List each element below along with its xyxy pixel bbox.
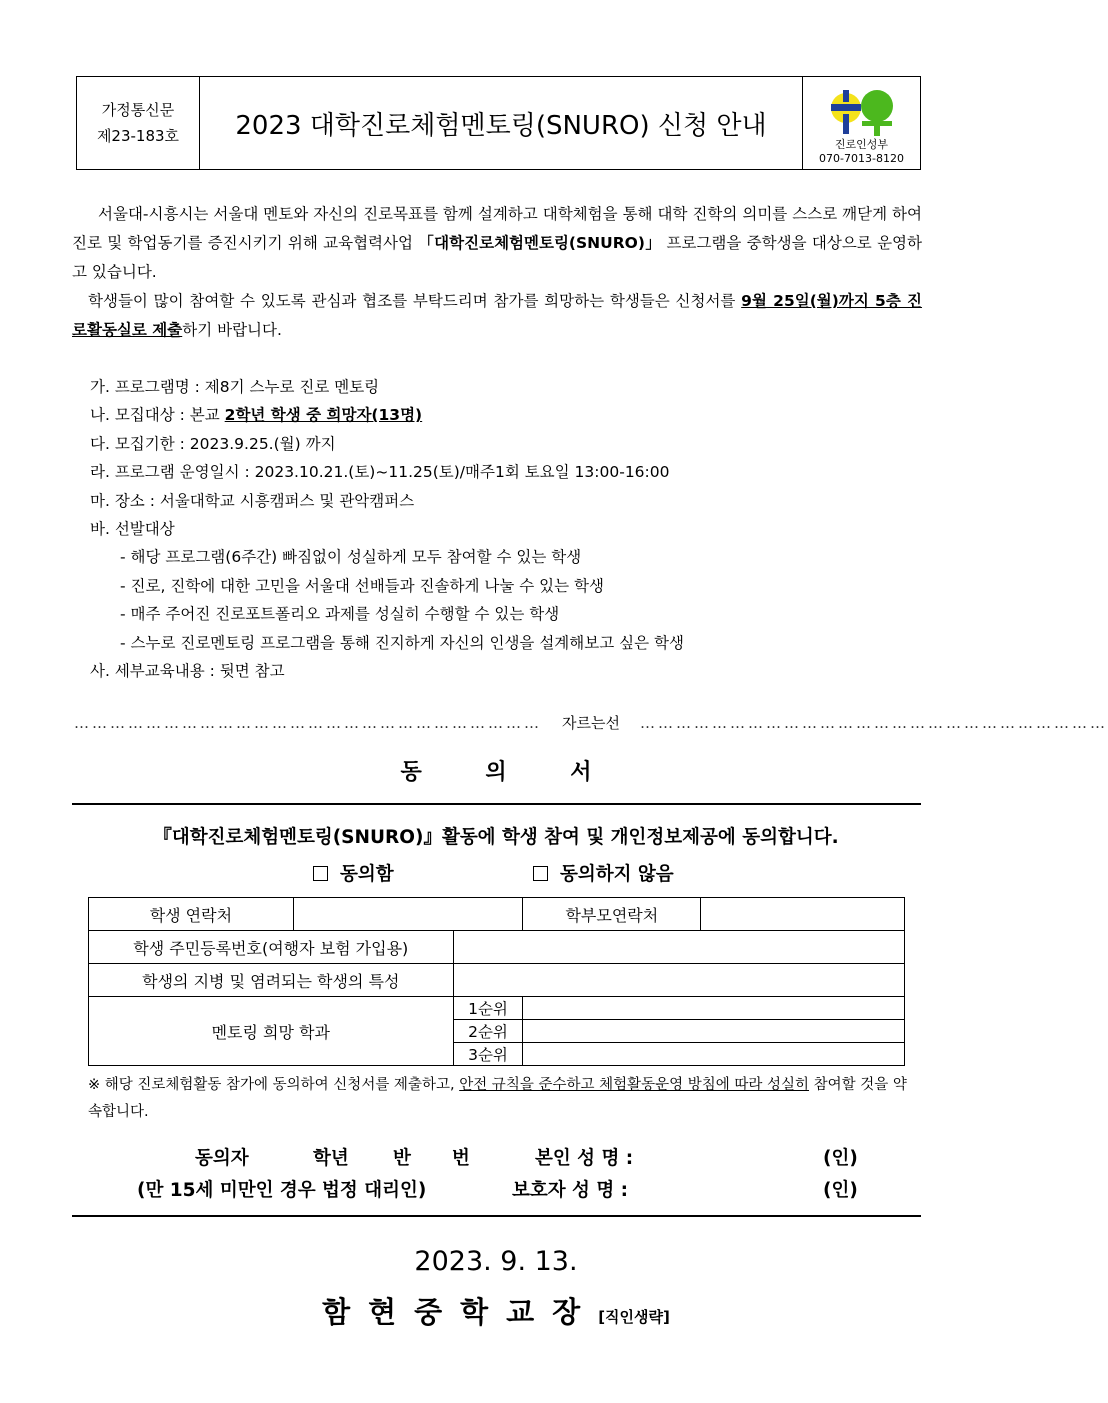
item-schedule: 라. 프로그램 운영일시 : 2023.10.21.(토)~11.25(토)/매주1회 토요일 13:00-16:00 (90, 463, 670, 482)
selection-criterion: - 스누로 진로멘토링 프로그램을 통해 진지하게 자신의 인생을 설계해보고 싶은 학생 (120, 633, 684, 652)
table-row (89, 931, 905, 964)
issue-date: 2023. 9. 13. (414, 1246, 578, 1277)
item-target-label: 나. 모집대상 : 본교 (90, 406, 225, 425)
cut-dots-right: …………………………………………………………………… (640, 713, 1108, 732)
cut-char: 르 (576, 714, 591, 732)
item-target (90, 401, 684, 429)
intro-text-end: 프로그램을 중학생을 대상으로 운영하고 있습니다. (72, 234, 923, 281)
notice-header (76, 76, 921, 170)
consenter-label: 동의자 (195, 1148, 249, 1169)
student-contact-label: 학생 연락처 (89, 898, 294, 931)
cut-line (74, 712, 1108, 733)
info-table (88, 897, 905, 1066)
class-label: 반 (393, 1148, 411, 1169)
dept-name: 진로인성부 (834, 138, 889, 151)
self-name-label: 본인 성 명 : (535, 1148, 634, 1169)
dept-block (802, 77, 920, 169)
divider (72, 1215, 921, 1217)
student-contact-field[interactable] (293, 898, 523, 931)
deadline-bold: 9월 25일(월)까지 5층 진로활동실로 제출 (72, 292, 923, 339)
item-curriculum: 사. 세부교육내용 : 뒷면 참고 (90, 662, 285, 681)
rank-label: 3순위 (453, 1043, 523, 1066)
health-label: 학생의 지병 및 염려되는 학생의 특성 (89, 964, 454, 997)
resident-no-field[interactable] (453, 931, 904, 964)
preferred-dept-label: 멘토링 희망 학과 (89, 997, 454, 1066)
item-location: 마. 장소 : 서울대학교 시흥캠퍼스 및 관악캠퍼스 (90, 491, 415, 510)
rank-3-field[interactable] (523, 1043, 905, 1066)
agree-label: 동의함 (340, 864, 394, 885)
table-row (89, 964, 905, 997)
agree-option[interactable] (313, 860, 394, 886)
pledge-text-end: 참여할 것을 약속합니다. (88, 1077, 907, 1120)
page-title: 2023 대학진로체험멘토링(SNURO) 신청 안내 (235, 110, 767, 141)
pledge-text: ※ 해당 진로체험활동 참가에 동의하여 신청서를 제출하고, (88, 1077, 460, 1093)
pledge-underlined: 안전 규칙을 준수하고 체험활동운영 방침에 따라 성실히 (459, 1077, 810, 1093)
resident-no-label: 학생 주민등록번호(여행자 보험 가입용) (89, 931, 454, 964)
parent-contact-label: 학부모연락처 (523, 898, 701, 931)
dept-phone: 070-7013-8120 (819, 152, 904, 165)
number-label: 번 (452, 1148, 470, 1169)
guardian-name-label: 보호자 성 명 : (512, 1180, 629, 1201)
cut-label (542, 712, 640, 733)
disagree-checkbox[interactable] (533, 866, 548, 881)
agree-checkbox[interactable] (313, 866, 328, 881)
selection-criterion: - 진로, 진학에 대한 고민을 서울대 선배들과 진솔하게 나눌 수 있는 학생 (120, 576, 604, 595)
request-text-end: 하기 바랍니다. (182, 321, 282, 339)
doc-number: 제23-183호 (96, 127, 180, 145)
item-selection: 바. 선발대상 (90, 520, 175, 539)
school-logo-icon (822, 86, 902, 138)
table-row (89, 898, 905, 931)
disagree-option[interactable] (533, 860, 674, 886)
doc-info (77, 77, 200, 169)
table-row (89, 997, 905, 1020)
seal-mark: (인) (823, 1148, 858, 1169)
seal-mark: (인) (823, 1180, 858, 1201)
request-text: 학생들이 많이 참여할 수 있도록 관심과 협조를 부탁드리며 참가를 희망하는 학생들은 신청서를 (88, 292, 742, 310)
seal-omitted-note: [직인생략] (598, 1308, 670, 1326)
pledge-note (88, 1072, 918, 1126)
intro-paragraph-1 (72, 200, 922, 287)
rank-1-field[interactable] (523, 997, 905, 1020)
intro-paragraph-2 (72, 287, 922, 345)
doc-type: 가정통신문 (101, 101, 175, 119)
grade-label: 학년 (313, 1148, 349, 1169)
principal-title: 함현중학교장 (322, 1295, 599, 1329)
rank-2-field[interactable] (523, 1020, 905, 1043)
selection-criterion: - 해당 프로그램(6주간) 빠짐없이 성실하게 모두 참여할 수 있는 학생 (120, 548, 582, 567)
item-program-name: 가. 프로그램명 : 제8기 스누로 진로 멘토링 (90, 378, 380, 396)
cut-dots-left: …………………………………………………………………… (74, 713, 542, 732)
consent-title: 동 의 서 (400, 760, 620, 785)
divider (72, 803, 921, 805)
program-name-bold: 「대학진로체험멘토링(SNURO)」 (418, 234, 662, 252)
guardian-note: (만 15세 미만인 경우 법정 대리인) (137, 1180, 427, 1201)
intro-text: 서울대-시흥시는 서울대 멘토와 자신의 진로목표를 함께 설계하고 대학체험을 통해 대학 진학의 의미를 스스로 깨닫게 하여 진로 및 학업동기를 증진시키기 위해 교육협력사업 (72, 205, 922, 252)
cut-char: 선 (605, 714, 620, 732)
rank-label: 2순위 (453, 1020, 523, 1043)
cut-char: 는 (591, 714, 606, 732)
item-deadline: 다. 모집기한 : 2023.9.25.(월) 까지 (90, 434, 336, 453)
item-target-value: 2학년 학생 중 희망자(13명) (224, 406, 423, 425)
rank-label: 1순위 (453, 997, 523, 1020)
program-details (90, 373, 684, 685)
disagree-label: 동의하지 않음 (560, 864, 674, 885)
health-field[interactable] (453, 964, 904, 997)
parent-contact-field[interactable] (701, 898, 905, 931)
consent-statement: 『대학진로체험멘토링(SNURO)』활동에 학생 참여 및 개인정보제공에 동의합니다. (153, 827, 839, 848)
selection-criterion: - 매주 주어진 진로포트폴리오 과제를 성실히 수행할 수 있는 학생 (120, 605, 560, 624)
principal-signature (0, 1290, 992, 1331)
cut-char: 자 (562, 714, 577, 732)
